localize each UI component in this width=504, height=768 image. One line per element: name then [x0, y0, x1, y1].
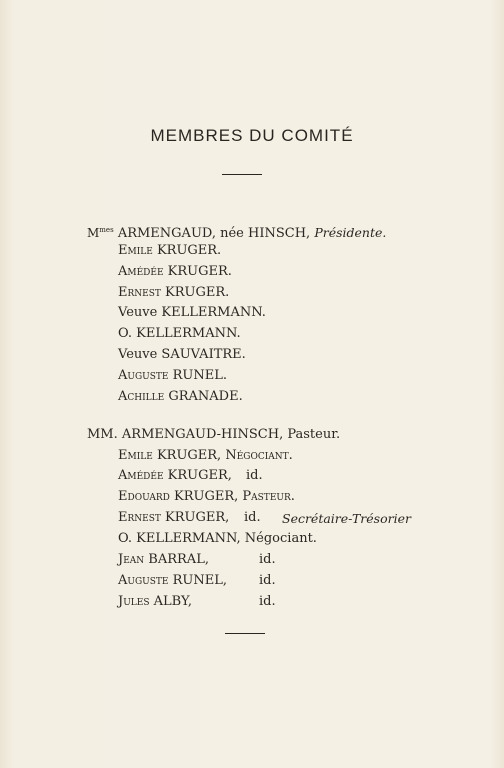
- page-title: MEMBRES DU COMITÉ: [150, 126, 354, 145]
- id-note: id.: [259, 573, 276, 588]
- list-item: Ernest KRUGER,: [118, 510, 230, 525]
- list-item: Jean BARRAL,: [118, 552, 209, 567]
- list-item: Amédée KRUGER,: [118, 468, 232, 483]
- list-item-name: ARMENGAUD-HINSCH, Pasteur.: [121, 427, 341, 442]
- list-item: Auguste RUNEL,: [118, 573, 227, 588]
- id-note: id.: [244, 510, 261, 525]
- list-item: [87, 427, 340, 443]
- list-item: Emile KRUGER.: [118, 243, 222, 258]
- list-item: Edouard KRUGER, Pasteur.: [118, 489, 295, 504]
- title-rule: [222, 174, 262, 175]
- ladies-prefix: $M^{mes}$: [87, 226, 114, 240]
- list-item: Achille GRANADE.: [118, 389, 243, 404]
- list-item: Jules ALBY,: [118, 594, 193, 609]
- role-label: Secrétaire-Trésorier: [282, 511, 411, 526]
- list-item: Amédée KRUGER.: [118, 264, 232, 279]
- id-note: id.: [259, 594, 276, 609]
- list-item: Veuve KELLERMANN.: [118, 305, 266, 320]
- gentlemen-prefix: MM.: [87, 427, 118, 442]
- list-item: Auguste RUNEL.: [118, 368, 227, 383]
- list-item: Ernest KRUGER.: [118, 285, 230, 300]
- list-item: O. KELLERMANN, Négociant.: [118, 531, 317, 546]
- role-label: Présidente.: [314, 225, 387, 240]
- id-note: id.: [246, 468, 263, 483]
- list-item-name: ARMENGAUD, née HINSCH,: [117, 226, 311, 241]
- list-item: Veuve SAUVAITRE.: [118, 347, 246, 362]
- bottom-rule: [225, 633, 265, 634]
- id-note: id.: [259, 552, 276, 567]
- list-item: Emile KRUGER, Négociant.: [118, 448, 293, 463]
- list-item: [87, 222, 386, 242]
- list-item: O. KELLERMANN.: [118, 326, 241, 341]
